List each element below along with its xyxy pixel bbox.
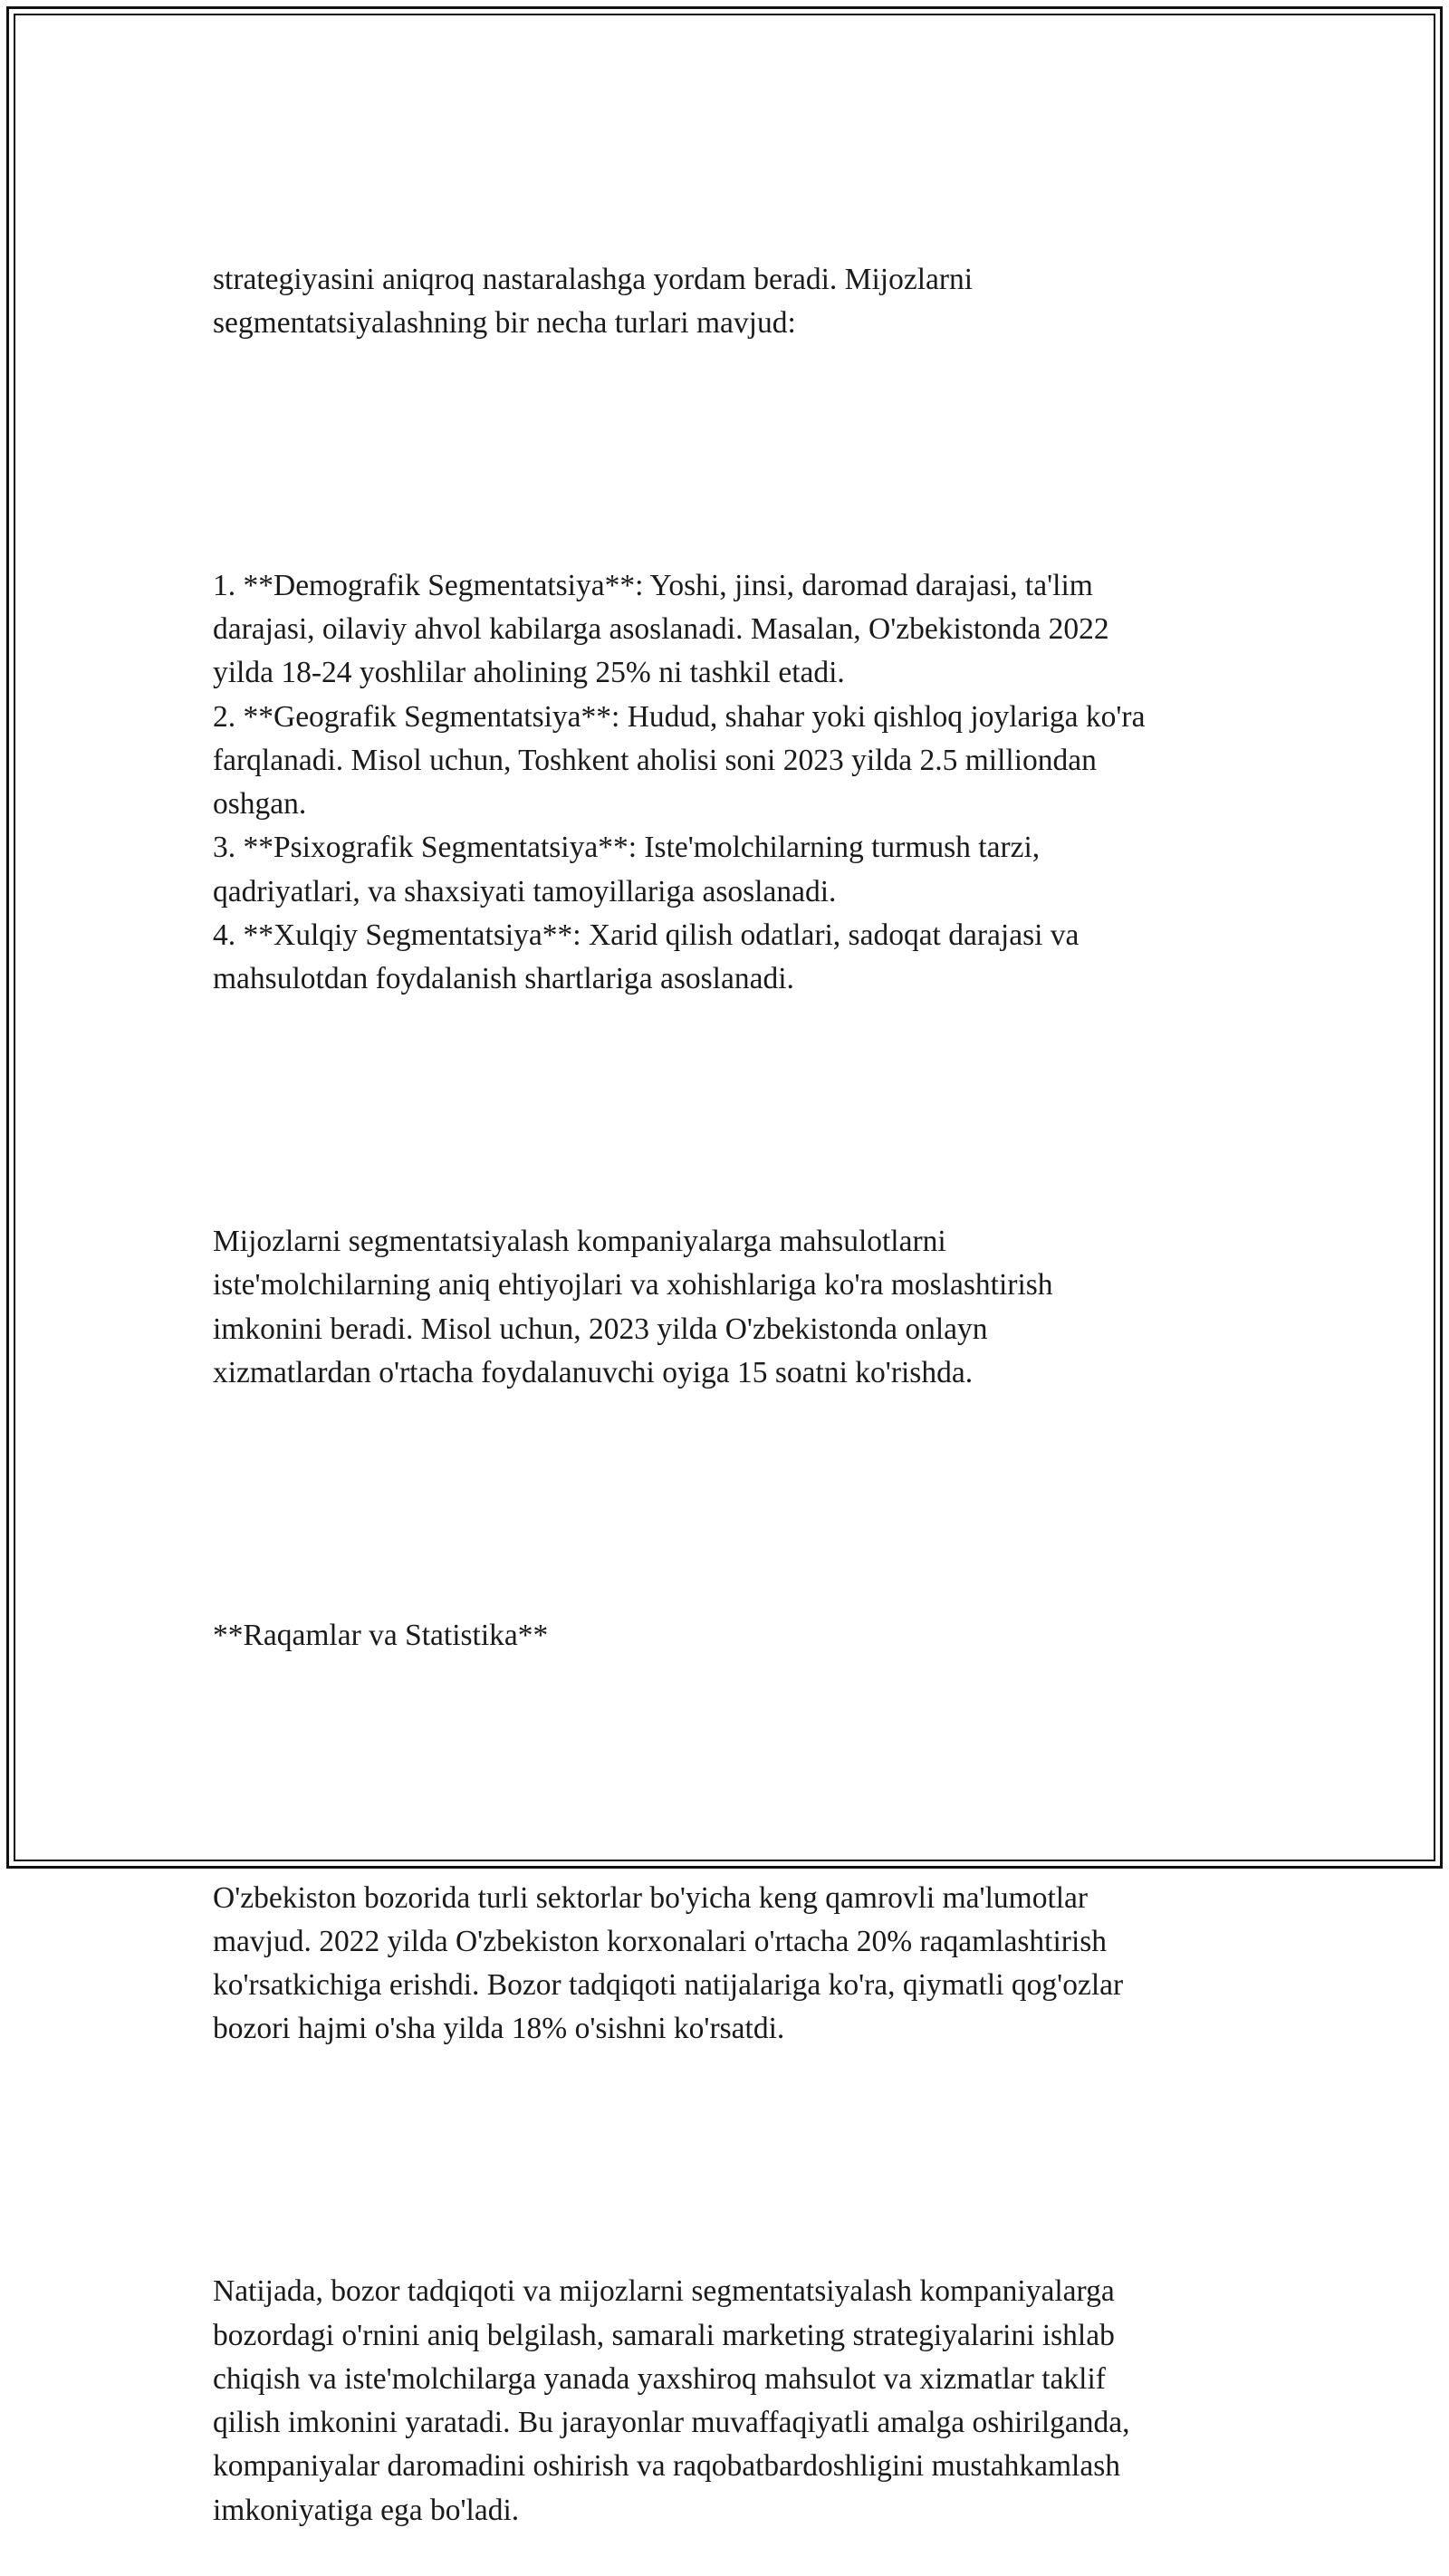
paragraph-gap (213, 433, 1254, 476)
section-heading-statistics: **Raqamlar va Statistika** (213, 1618, 549, 1652)
paragraph-gap (213, 2139, 1254, 2182)
paragraph-conclusion: Natijada, bozor tadqiqoti va mijozlarni segmentatsiyalash kompaniyalarga bozordagi o'rnini aniq belgilash, samarali marketing strategiyalarini ishlab chiqish va iste'molchilarga yanada yaxshiroq mahsulot va xizmatlar taklif qilish imkonini yaratadi. Bu jarayonlar muvaffaqiyatli amalga oshirilganda, kompaniyalar daromadini oshirish va raqobatbardoshligini mustahkamlash imkoniyatiga ega bo'ladi. (213, 2274, 1130, 2527)
paragraph-intro: strategiyasini aniqroq nastaralashga yordam beradi. Mijozlarni segmentatsiyalashning bir necha turlari mavjud: (213, 262, 974, 340)
paragraph-segmentation-benefit: Mijozlarni segmentatsiyalash kompaniyalarga mahsulotlarni iste'molchilarning aniq ehtiyojlari va xohishlariga ko'ra moslashtirish imkonini beradi. Misol uchun, 2023 yilda O'zbekistonda onlayn xizmatlardan o'rtacha foydalanuvchi oyiga 15 soatni ko'rishda. (213, 1225, 1053, 1390)
paragraph-gap (213, 1483, 1254, 1526)
document-body (213, 170, 1254, 2576)
paragraph-gap (213, 1745, 1254, 1789)
paragraph-gap (213, 1089, 1254, 1132)
paragraph-segmentation-types-list: 1. **Demografik Segmentatsiya**: Yoshi, jinsi, daromad darajasi, ta'lim darajasi, oilaviy ahvol kabilarga asoslanadi. Masalan, O'zbekistonda 2022 yilda 18-24 yoshlilar aholining 25% ni tashkil etadi. 2. **Geografik Segmentatsiya**: Hudud, shahar yoki qishloq joylariga ko'ra farqlanadi. Misol uchun, Toshkent aholisi soni 2023 yilda 2.5 milliondan oshgan. 3. **Psixografik Segmentatsiya**: Iste'molchilarning turmush tarzi, qadriyatlari, va shaxsiyati tamoyillariga asoslanadi. 4. **Xulqiy Segmentatsiya**: Xarid qilish odatlari, sadoqat darajasi va mahsulotdan foydalanish shartlariga asoslanadi. (213, 568, 1146, 996)
paragraph-statistics: O'zbekiston bozorida turli sektorlar bo'yicha keng qamrovli ma'lumotlar mavjud. 2022 yilda O'zbekiston korxonalari o'rtacha 20% raqamlashtirish ko'rsatkichiga erishdi. Bozor tadqiqoti natijalariga ko'ra, qiymatli qog'ozlar bozori hajmi o'sha yilda 18% o'sishni ko'rsatdi. (213, 1880, 1124, 2046)
